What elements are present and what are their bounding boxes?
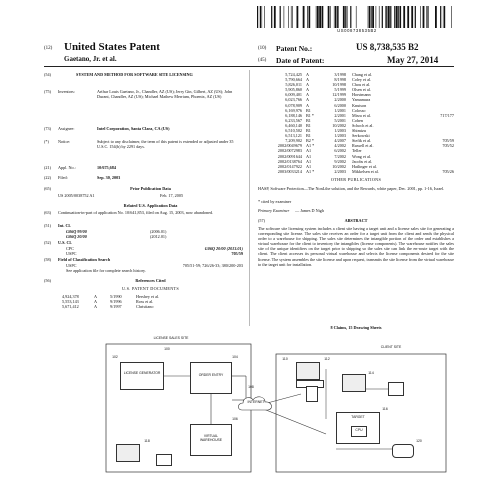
patent-ref-class: 705/26	[442, 168, 454, 174]
barcode-bar	[385, 6, 386, 28]
filed-code: (22)	[44, 175, 51, 180]
patent-ref-date: 5/1999	[334, 87, 346, 93]
barcode-bar	[292, 6, 293, 28]
patent-ref-number: 6,510,502	[285, 128, 302, 134]
patent-ref-inventor: Wong et al.	[352, 153, 372, 159]
fig-client-monitor-2	[342, 374, 366, 392]
fig-license-generator-label: LICENSE GENERATOR	[123, 371, 161, 375]
fig-ref-116: 116	[382, 407, 388, 411]
barcode-bar	[274, 6, 276, 28]
fig-virtual-warehouse-label: VIRTUAL WAREHOUSE	[199, 434, 223, 442]
code-10: (10)	[258, 46, 267, 51]
barcode-bar	[307, 6, 308, 28]
fig-ref-112: 112	[324, 357, 330, 361]
barcode-bar	[317, 6, 319, 28]
inventors-label: Inventors:	[58, 89, 75, 94]
filed-label: Filed:	[58, 175, 68, 180]
barcode-bar	[345, 6, 346, 28]
fig-cpu-box	[351, 426, 367, 437]
title-code: (54)	[44, 72, 51, 77]
patent-ref-number: 5,724,425	[285, 72, 302, 77]
abstract-text: The software site licensing system includes a client site having a target unit and a license sales site for generating a corresponding site license. The sales site receives an order for a target unit from the client and sends the physical order to a warehouse for shipping. The sales site determines the intangible portion of the order and establishes a virtual warehouse for the client to inventory the intangibles (license components). The warehouse notifies the sales site of the unique identifiers on the target prior to shipping so the sales site can link the en-route target with the client. The client accesses its personal virtual warehouse and selects the license components desired for the site license. The system assembles the site license and upon request, transmits the site license from the virtual warehouse to the target unit for installation.	[258, 226, 454, 267]
patent-ref-number: 5,905,860	[285, 87, 302, 93]
patent-ref-number: 2003/0033214	[277, 168, 302, 174]
patent-ref-kind: B1	[306, 122, 311, 128]
barcode-bar	[398, 6, 399, 28]
code-45: (45)	[258, 58, 267, 63]
cpc-label: CPC	[66, 246, 74, 251]
patent-ref-kind: A	[306, 92, 310, 98]
patent-ref-inventor: Misra et al.	[352, 112, 371, 118]
fig-ref-110: 110	[282, 357, 288, 361]
uspc-label: USPC	[66, 251, 77, 256]
patent-ref-inventor: Cohen	[352, 117, 363, 123]
examiner-label: Primary Examiner	[258, 208, 290, 213]
barcode-bar	[260, 6, 261, 28]
patent-ref-inventor: Horstmann	[352, 92, 371, 98]
fig-ref-104: 104	[232, 355, 238, 359]
barcode-bar	[411, 6, 413, 28]
patent-ref-number: 5,790,664	[285, 77, 302, 83]
patent-date: May 27, 2014	[387, 55, 439, 65]
barcode-bar	[284, 6, 285, 28]
patent-ref-kind: A	[306, 77, 310, 83]
appl-code: (21)	[44, 165, 51, 170]
patent-ref-date: 2/2001	[334, 112, 346, 118]
patent-ref-number: 2002/0091644	[277, 153, 302, 159]
patent-ref-inventor: Russell et al.	[352, 143, 374, 149]
reference-inventor: Hershey et al.	[136, 294, 160, 299]
patent-ref-date: 8/1998	[334, 77, 346, 83]
patent-ref-date: 6/2000	[334, 102, 346, 108]
patent-ref-kind: B1	[306, 117, 311, 123]
patent-ref-inventor: Stefik et al.	[352, 138, 372, 144]
patent-ref-inventor: Serkowski	[352, 133, 370, 139]
barcode-bar	[382, 6, 383, 28]
fig-client-tower-1	[306, 386, 318, 402]
examiner-name: — James D Nigh	[295, 208, 324, 213]
barcode-bar	[451, 6, 452, 28]
barcode-bar	[350, 6, 351, 28]
fig-ref-118: 118	[144, 439, 150, 443]
patent-ref-date: 7/2002	[334, 153, 346, 159]
patent-ref-kind: A	[306, 82, 310, 88]
field-code: (58)	[44, 257, 51, 262]
patent-ref-date: 1/2003	[334, 133, 346, 139]
filed-date: Sep. 30, 2003	[97, 175, 121, 180]
patent-ref-date: 2/2000	[334, 97, 346, 103]
representative-figure	[96, 334, 456, 476]
doc-type: United States Patent	[64, 41, 160, 53]
fig-ref-108: 108	[248, 385, 254, 389]
cited-note: * cited by examiner	[258, 199, 292, 204]
prior-code: (65)	[44, 186, 51, 191]
barcode-bar	[335, 6, 336, 28]
barcode-bar	[280, 6, 281, 28]
fig-ref-102: 102	[112, 355, 118, 359]
appl-label: Appl. No.:	[58, 165, 76, 170]
patent-number: US 8,738,535 B2	[356, 42, 419, 52]
continuation-text: Continuation-in-part of application No. 10/641,853, filed on Aug. 15, 2003, now abandoned.	[58, 210, 214, 215]
patent-ref-date: 10/2002	[332, 163, 346, 169]
patent-ref-kind: B2 *	[306, 138, 315, 144]
code-12: (12)	[44, 46, 53, 51]
barcode-bar	[443, 6, 444, 28]
references-list	[62, 294, 242, 309]
intcl-version-1: (2006.01)	[150, 229, 167, 234]
patent-ref-date: 2/2003	[334, 168, 346, 174]
barcode-bar	[371, 6, 372, 28]
usdocs-heading: U.S. PATENT DOCUMENTS	[121, 286, 180, 291]
barcode-image	[257, 6, 457, 28]
patent-ref-kind: B1	[306, 107, 311, 113]
barcode-bar	[394, 6, 395, 28]
fig-cpu-label: CPU	[355, 428, 363, 432]
barcode-bar	[262, 6, 263, 28]
patent-ref-date: 4/2002	[334, 143, 346, 149]
barcode-bar	[264, 6, 265, 28]
barcode-bar	[319, 6, 321, 28]
patent-ref-kind: A1	[306, 158, 312, 164]
reference-number: 5,553,143	[62, 299, 79, 305]
patent-ref-number: 6,078,909	[285, 102, 302, 108]
patent-ref-class: 705/52	[442, 143, 454, 149]
field-uspc-label: USPC	[66, 263, 77, 268]
reference-number: 4,924,378	[62, 294, 79, 299]
prior-heading: Prior Publication Data	[130, 186, 171, 191]
patent-ref-number: 2002/0138764	[277, 158, 302, 164]
reference-date: 9/1996	[110, 299, 122, 305]
barcode-bar	[403, 6, 405, 28]
patent-ref-class: 717/177	[440, 112, 454, 118]
barcode-bar	[435, 6, 437, 28]
field-label: Field of Classification Search	[58, 257, 111, 262]
field-uspc-value: 705/51-59; 726/26-33; 380/200-203	[182, 263, 243, 268]
inventors-code: (75)	[44, 89, 51, 94]
patent-ref-kind: A	[306, 102, 310, 108]
cpc-value: G06Q 20/00 (2013.01)	[204, 246, 243, 251]
barcode-bar	[415, 6, 416, 28]
fig-internet-cloud	[236, 394, 276, 416]
barcode-text: US008738535B2	[337, 28, 377, 33]
patent-ref-inventor: Shimizu	[352, 128, 366, 134]
patent-ref-date: 10/2002	[332, 122, 346, 128]
barcode-bar	[316, 6, 317, 28]
patent-ref-number: 6,233,567	[285, 117, 302, 123]
patent-ref-kind: B1	[306, 133, 311, 139]
patent-title: SYSTEM AND METHOD FOR SOFTWARE SITE LICENSING	[76, 72, 193, 77]
patent-ref-inventor: Coley et al.	[352, 77, 372, 83]
uscl-code: (52)	[44, 240, 51, 245]
barcode-bar	[444, 6, 445, 28]
patent-ref-inventor: Knutson	[352, 102, 367, 108]
fig-order-entry-label: ORDER ENTRY	[198, 373, 224, 377]
patent-ref-number: 6,188,146	[285, 112, 302, 118]
reference-inventor: Christiano	[136, 304, 154, 310]
intcl-version-2: (2012.01)	[150, 234, 167, 239]
patent-ref-kind: A1 *	[306, 143, 315, 149]
barcode-bar	[330, 6, 331, 28]
notice-code: (*)	[44, 139, 49, 144]
patent-ref-inventor: Yamamura	[352, 97, 371, 103]
cont-code: (63)	[44, 210, 51, 215]
patent-ref-inventor: Schoch et al.	[352, 122, 374, 128]
barcode-bar	[347, 6, 348, 28]
barcode-bar	[257, 6, 258, 28]
patent-ref-date: 12/1999	[332, 92, 346, 98]
fig-virtual-warehouse-box	[190, 424, 232, 456]
fig-ref-114: 114	[368, 371, 374, 375]
patent-ref-kind: A1	[306, 153, 312, 159]
barcode-bar	[440, 6, 441, 28]
fig-ref-120: 120	[416, 439, 422, 443]
reference-number: 5,671,412	[62, 304, 79, 310]
field-note: See application file for complete search history.	[66, 268, 146, 273]
intcl-class-2: G06Q 20/00	[66, 234, 87, 239]
patent-ref-kind: A1	[306, 148, 312, 154]
patent-ref-kind: A1 *	[306, 168, 315, 174]
prior-pub: US 2005/0038752 A1	[58, 193, 95, 198]
barcode-bar	[368, 6, 369, 28]
patent-ref-date: 10/1998	[332, 82, 346, 88]
fig-client-site-label: CLIENT SITE	[380, 345, 402, 349]
barcode-bar	[420, 6, 421, 28]
claims-summary: 8 Claims, 15 Drawing Sheets	[330, 325, 382, 330]
assignee-label: Assignee:	[58, 126, 75, 131]
patent-ref-number: 5,826,011	[285, 82, 302, 88]
patent-ref-kind: B1 *	[306, 112, 315, 118]
refs-heading: References Cited	[135, 278, 166, 283]
uspc-value: 705/59	[231, 251, 243, 256]
patent-ref-inventor: Colosso	[352, 107, 366, 113]
prior-date: Feb. 17, 2005	[160, 193, 184, 198]
fig-target-label: TARGET	[351, 415, 365, 419]
fig-license-generator-box	[120, 362, 164, 390]
barcode-bar	[322, 6, 324, 28]
patent-ref-kind: A1	[306, 163, 312, 169]
column-divider	[249, 70, 250, 326]
patent-ref-inventor: Mikkelsen et al.	[352, 168, 379, 174]
intcl-label: Int. Cl.	[58, 223, 71, 228]
barcode-bar	[338, 6, 339, 28]
patent-ref-number: 2002/0147922	[277, 163, 302, 169]
barcode-bar	[428, 6, 429, 28]
barcode-bar	[396, 6, 398, 28]
patent-ref-date: 6/2002	[334, 148, 346, 154]
uscl-label: U.S. Cl.	[58, 240, 72, 245]
reference-kind: A	[94, 294, 98, 299]
barcode-bar	[334, 6, 335, 28]
barcode-bar	[426, 6, 427, 28]
barcode-bar	[388, 6, 390, 28]
barcode-bar	[303, 6, 305, 28]
barcode-bar	[337, 6, 338, 28]
abstract-code: (57)	[258, 218, 265, 223]
barcode-bar	[427, 6, 428, 28]
patent-ref-number: 6,169,976	[285, 107, 302, 113]
date-label: Date of Patent:	[276, 56, 325, 65]
barcode-bar	[423, 6, 425, 28]
fig-client-monitor-1	[296, 362, 320, 380]
patent-ref-number: 6,513,121	[285, 133, 302, 139]
patent-ref-number: 2002/0049679	[277, 143, 302, 149]
assignee-code: (73)	[44, 126, 51, 131]
patent-ref-date: 1/2001	[334, 107, 346, 113]
patent-no-label: Patent No.:	[276, 44, 313, 53]
patent-ref-inventor: Teller	[352, 148, 362, 154]
header-rule	[44, 66, 454, 67]
patent-ref-number: 7,209,902	[285, 138, 302, 144]
fig-sales-device	[156, 454, 172, 466]
patent-ref-inventor: Chang et al.	[352, 72, 373, 77]
barcode-bar	[297, 6, 299, 28]
patent-ref-class: 705/59	[442, 138, 454, 144]
fig-sales-site-label: LICENSE SALES SITE	[153, 336, 189, 340]
barcode-bar	[343, 6, 345, 28]
patent-ref-date: 3/1998	[334, 72, 346, 77]
patent-ref-kind: A	[306, 87, 310, 93]
patent-ref-inventor: Hatlinger et al.	[352, 163, 377, 169]
fig-sales-monitor	[116, 444, 140, 462]
patent-ref-number: 2002/0072983	[277, 148, 302, 154]
barcode-bar	[356, 6, 357, 28]
barcode-bar	[271, 6, 272, 28]
other-pubs-heading: OTHER PUBLICATIONS	[330, 177, 382, 182]
patent-ref-number: 6,009,401	[285, 92, 302, 98]
barcode-bar	[390, 6, 391, 28]
abstract-heading: ABSTRACT	[344, 218, 368, 223]
related-heading: Related U.S. Application Data	[123, 203, 178, 208]
patent-ref-row	[258, 169, 454, 174]
patent-ref-date: 1/2003	[334, 128, 346, 134]
notice-label: Notice:	[58, 139, 71, 144]
patent-ref-inventor: Chou et al.	[352, 82, 371, 88]
intcl-code: (51)	[44, 223, 51, 228]
patent-ref-number: 6,460,140	[285, 122, 302, 128]
patents-list	[258, 72, 454, 174]
fig-order-entry-box	[190, 362, 232, 394]
patent-ref-date: 9/2002	[334, 158, 346, 164]
patent-ref-date: 5/2001	[334, 117, 346, 123]
barcode-bar	[369, 6, 370, 28]
patent-ref-inventor: Jacobs et al.	[352, 158, 373, 164]
barcode-bar	[309, 6, 310, 28]
patent-ref-date: 4/2007	[334, 138, 346, 144]
fig-client-device	[388, 382, 404, 396]
barcode-bar	[291, 6, 292, 28]
reference-row	[62, 304, 242, 309]
barcode-bar	[372, 6, 374, 28]
reference-date: 5/1990	[110, 294, 122, 299]
fig-target-box	[336, 412, 380, 444]
barcode-bar	[376, 6, 377, 28]
patent-ref-number: 6,023,766	[285, 97, 302, 103]
fig-ref-106: 106	[232, 417, 238, 421]
barcode-bar	[379, 6, 380, 28]
inventors-list: Arthur Louis Gaetano, Jr., Chandler, AZ (US); Jerry Gin, Gilbert, AZ (US); John Durant, Chandler, AZ (US); Michael Mathew Merriam, Phoenix, AZ (US)	[97, 89, 233, 100]
fig-internet-label: INTERNET	[247, 400, 265, 404]
appl-number: 10/675,684	[97, 165, 116, 170]
notice-text: Subject to any disclaimer, the term of this patent is extended or adjusted under 35 U.S.C. 154(b) by 2291 days.	[97, 139, 234, 150]
reference-kind: A	[94, 299, 98, 305]
patent-ref-kind: B1	[306, 128, 311, 134]
other-publication: HASP, Software Protection—The NonLthe solution, and the Rewards, white paper, Dec. 2001, pp. 1-16, Israel.	[258, 186, 445, 191]
barcode-bar	[400, 6, 401, 28]
intcl-class-1: G06Q 99/00	[66, 229, 87, 234]
patent-ref-kind: A	[306, 97, 310, 103]
inventor-line: Gaetano, Jr. et al.	[64, 55, 117, 63]
assignee: Intel Corporation, Santa Clara, CA (US)	[97, 126, 170, 131]
reference-inventor: Ross et al.	[136, 299, 154, 305]
barcode-bar	[386, 6, 387, 28]
barcode-bar	[407, 6, 409, 28]
patent-ref-kind: A	[306, 72, 310, 77]
barcode-bar	[328, 6, 330, 28]
patent-ref-inventor: Olsen et al.	[352, 87, 371, 93]
reference-kind: A	[94, 304, 98, 310]
barcode-bar	[288, 6, 289, 28]
fig-ref-100: 100	[164, 347, 170, 351]
refs-code: (56)	[44, 278, 51, 283]
fig-client-mouse-device	[392, 444, 414, 458]
reference-date: 9/1997	[110, 304, 122, 310]
